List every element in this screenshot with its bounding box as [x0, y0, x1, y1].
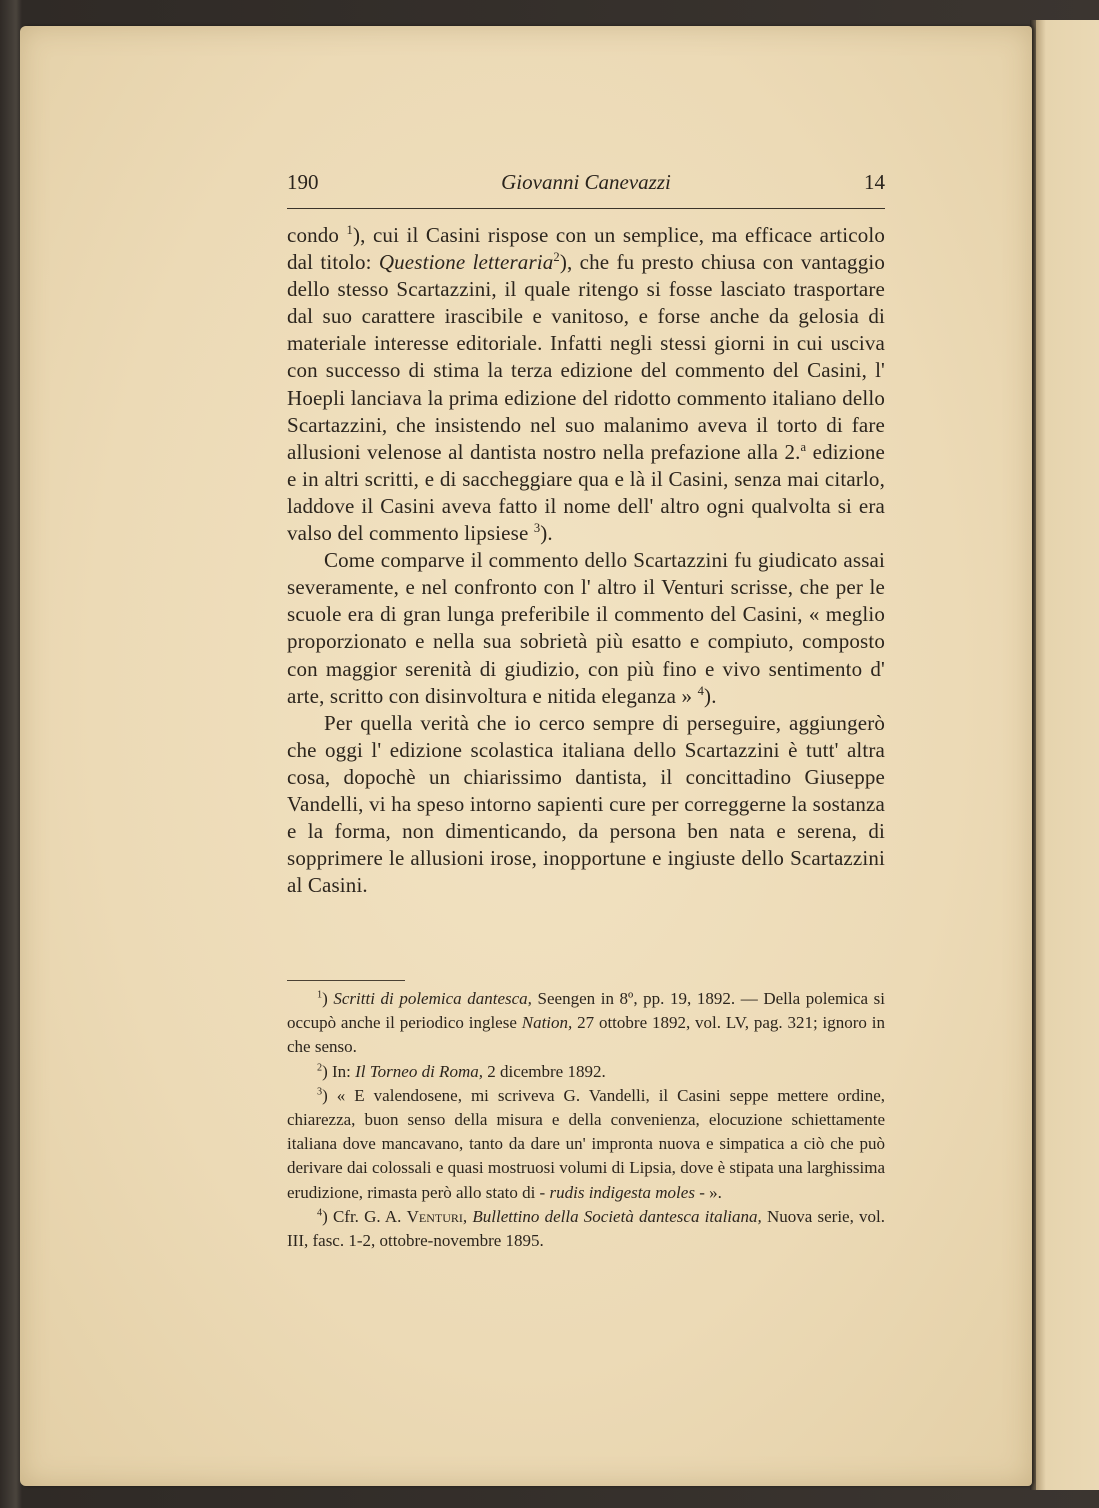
article-title: Questione letteraria: [378, 250, 554, 275]
paragraph-1: condo $^1$), cui il Casini rispose con un semplice, ma efficace articolo dal titolo: Questione letteraria$^2$), che fu presto chiusa con vantaggio dello stesso Scartazzini, il quale ritengo si fosse lasciato trasportare dal suo carattere irascibile e vanitoso, e forse anche da gelosia di materiale interesse editoriale. Infatti negli stessi giorni in cui usciva con successo di stima la terza edizione del commento del Casini, l' Hoepli lanciava la prima edizione del ridotto commento italiano dello Scartazzini, che insistendo nel suo malanimo aveva il torto di fare allusioni velenose al dantista nostro nella prefazione alla 2.$^a$ edizione e in altri scritti, e di saccheggiare qua e là il Casini, senza mai citarlo, laddove il Casini aveva fatto il nome dell' altro ogni qualvolta si era valso del commento lipsiese $^3$).: [287, 223, 885, 546]
footnote-3: $^3$) « E valendosene, mi scriveva G. Vandelli, il Casini seppe mettere ordine, chiarezza, buon senso della misura e della convenienza, elocuzione schiettamente italiana dove mancavano, tanto da dare un' impronta nuova e simpatica a ciò che può derivare dai colossali e quasi mostruosi volumi di Lipsia, dove è stipata una larghissima erudizione, rimasta però allo stato di - rudis indigesta moles - ».: [287, 1085, 885, 1202]
running-header: [287, 170, 885, 202]
paragraph-3: Per quella verità che io cerco sempre di perseguire, aggiungerò che oggi l' edizione scolastica italiana dello Scartazzini è tutt' altra cosa, dopochè un chiarissimo dantista, il concittadino Giuseppe Vandelli, vi ha speso intorno sapienti cure per correggerne la sostanza e la forma, non dimenticando, da persona ben nata e serena, di sopprimere le allusioni irose, inopportune e ingiuste dello Scartazzini al Casini.: [287, 710, 885, 898]
footnote-ref-2: 2: [553, 250, 560, 265]
footnote-1: $^1$) Scritti di polemica dantesca, Seengen in 8º, pp. 19, 1892. — Della polemica si occupò anche il periodico inglese Nation, 27 ottobre 1892, vol. LV, pag. 321; ignoro in che senso.: [287, 989, 885, 1057]
footnote-rule: [287, 980, 405, 981]
footnote-ref-3: 3: [533, 521, 541, 536]
facing-page-edge: [1036, 20, 1099, 1490]
paragraph-2: Come comparve il commento dello Scartazzini fu giudicato assai severamente, e nel confronto con l' altro il Venturi scrisse, che per le scuole era di gran lunga preferibile il commento del Casini, « meglio proporzionato e nella sua sobrietà più esatto e compiuto, composto con maggior serenità di giudizio, con più fino e vivo sentimento d' arte, scritto con disinvoltura e nitida eleganza » $^4$).: [287, 548, 885, 708]
header-rule: [287, 208, 885, 209]
section-number: 14: [864, 170, 885, 194]
footnote-ref-4: 4: [697, 683, 705, 698]
running-title: Giovanni Canevazzi: [501, 170, 671, 194]
footnote-ref-1: 1: [346, 223, 353, 237]
main-text: [287, 222, 885, 899]
footnotes: [287, 987, 885, 1253]
footnote-2: $^2$) In: Il Torneo di Roma, 2 dicembre 1892.: [317, 1061, 606, 1081]
footnote-4: $^4$) Cfr. G. A. Venturi, Bullettino della Società dantesca italiana, Nuova serie, vol. III, fasc. 1-2, ottobre-novembre 1895.: [287, 1206, 886, 1251]
page-number: 190: [287, 170, 319, 194]
